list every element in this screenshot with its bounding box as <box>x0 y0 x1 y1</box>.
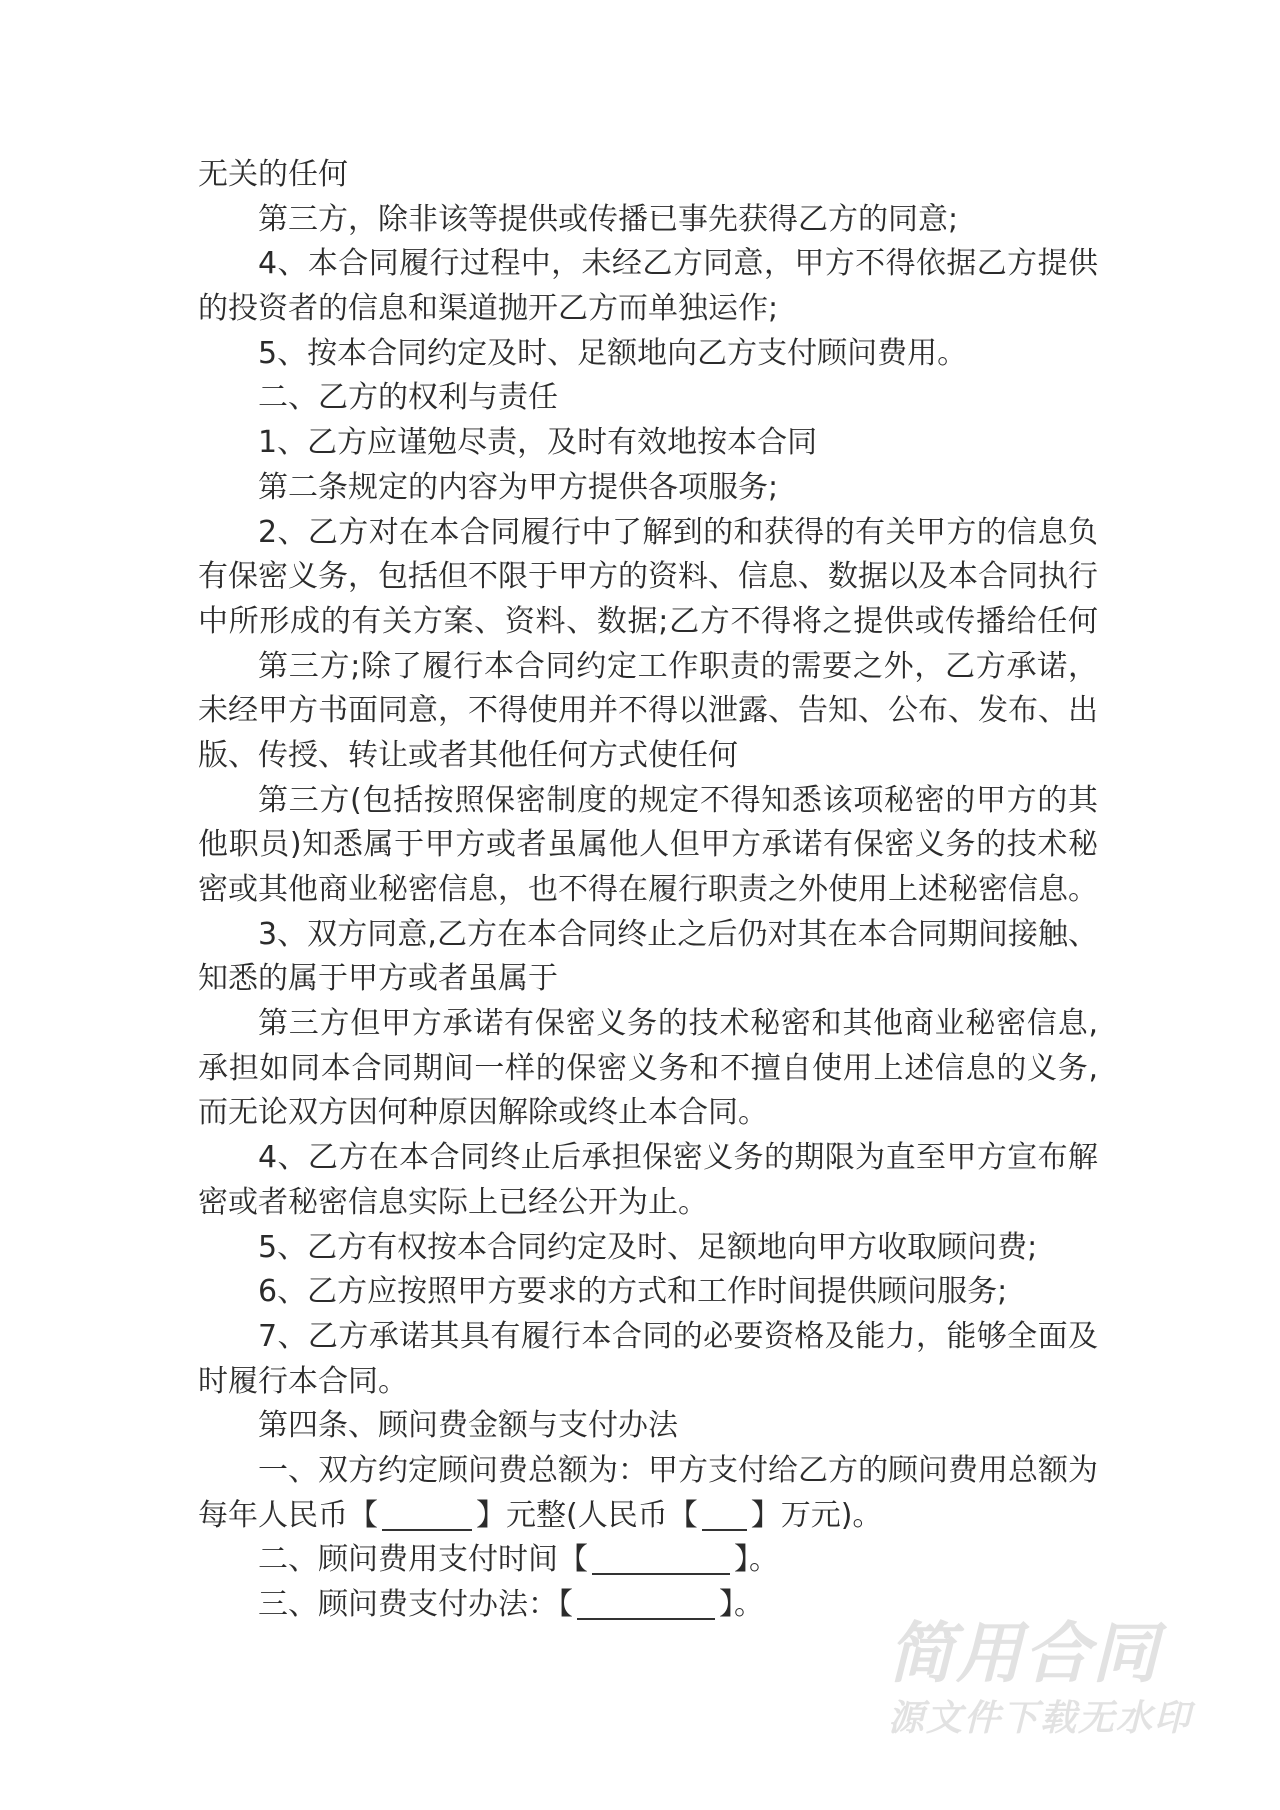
line-text: 无关的任何 <box>198 157 348 192</box>
text-line <box>198 376 1098 421</box>
line-text: 1、乙方应谨勉尽责，及时有效地按本合同 <box>258 425 818 461</box>
text-line <box>198 1226 1098 1271</box>
line-text: 2、乙方对在本合同履行中了解到的和获得的有关甲方的信息负 <box>258 514 1098 550</box>
text-line <box>198 1181 1098 1226</box>
text-line <box>198 1494 1098 1539</box>
line-text: 密或其他商业秘密信息，也不得在履行职责之外使用上述秘密信息。 <box>198 872 1098 907</box>
text-line <box>198 957 1098 1002</box>
text-line <box>198 332 1098 377</box>
line-text: 而无论双方因何种原因解除或终止本合同。 <box>198 1095 768 1131</box>
text-line <box>198 645 1098 690</box>
line-text: 5、乙方有权按本合同约定及时、足额地向甲方收取顾问费; <box>258 1229 1038 1265</box>
line-text: 中所形成的有关方案、资料、数据;乙方不得将之提供或传播给任何 <box>198 603 1098 639</box>
line-text: 承担如同本合同期间一样的保密义务和不擅自使用上述信息的义务, <box>198 1050 1098 1086</box>
watermark-title: 简用合同 <box>888 1615 1160 1692</box>
line-text: 6、乙方应按照甲方要求的方式和工作时间提供顾问服务; <box>258 1274 1008 1310</box>
line-text: 他职员)知悉属于甲方或者虽属他人但甲方承诺有保密义务的技术秘 <box>198 827 1098 863</box>
line-text: 三、顾问费支付办法：【 <box>258 1587 573 1622</box>
line-text: 第二条规定的内容为甲方提供各项服务; <box>258 469 779 505</box>
line-text: 知悉的属于甲方或者虽属于 <box>198 961 558 997</box>
text-line <box>198 153 1098 198</box>
text-line <box>198 555 1098 600</box>
line-text: 二、乙方的权利与责任 <box>258 380 558 416</box>
line-text: 】。 <box>734 1542 779 1578</box>
text-line <box>198 600 1098 645</box>
text-line <box>198 1047 1098 1092</box>
line-text: 】元整(人民币【 <box>476 1497 698 1533</box>
line-text: 5、按本合同约定及时、足额地向乙方支付顾问费用。 <box>258 335 968 371</box>
text-line <box>198 1360 1098 1405</box>
text-line <box>198 421 1098 466</box>
text-line <box>198 466 1098 511</box>
line-text: 第三方;除了履行本合同约定工作职责的需要之外，乙方承诺， <box>258 648 1098 684</box>
line-text: 】。 <box>719 1587 764 1622</box>
text-line <box>198 913 1098 958</box>
line-text: 二、顾问费用支付时间【 <box>258 1542 588 1578</box>
text-line <box>198 1136 1098 1181</box>
text-line <box>198 1270 1098 1315</box>
line-text: 时履行本合同。 <box>198 1363 408 1399</box>
text-line <box>198 198 1098 243</box>
fill-in-blank <box>592 1543 730 1575</box>
text-line <box>198 868 1098 913</box>
line-text: 第三方，除非该等提供或传播已事先获得乙方的同意; <box>258 201 959 237</box>
line-text: 每年人民币【 <box>198 1497 378 1533</box>
line-text: 的投资者的信息和渠道抛开乙方而单独运作; <box>198 291 779 327</box>
watermark-subtitle: 源文件下载无水印 <box>888 1698 1193 1739</box>
text-line <box>198 1315 1098 1360</box>
text-line <box>198 242 1098 287</box>
document-body <box>198 153 1098 1628</box>
line-text: 第三方(包括按照保密制度的规定不得知悉该项秘密的甲方的其 <box>258 782 1098 818</box>
text-line <box>198 1538 1098 1583</box>
text-line <box>198 823 1098 868</box>
fill-in-blank <box>577 1588 715 1620</box>
line-text: 4、本合同履行过程中，未经乙方同意，甲方不得依据乙方提供 <box>258 246 1098 282</box>
line-text: 密或者秘密信息实际上已经公开为止。 <box>198 1184 708 1220</box>
text-line <box>198 511 1098 556</box>
text-line <box>198 689 1098 734</box>
line-text: 一、双方约定顾问费总额为：甲方支付给乙方的顾问费用总额为 <box>258 1452 1098 1488</box>
line-text: 有保密义务，包括但不限于甲方的资料、信息、数据以及本合同执行 <box>198 559 1098 595</box>
text-line <box>198 779 1098 824</box>
text-line <box>198 1002 1098 1047</box>
text-line <box>198 734 1098 779</box>
text-line <box>198 1449 1098 1494</box>
line-text: 3、双方同意,乙方在本合同终止之后仍对其在本合同期间接触、 <box>258 916 1098 952</box>
line-text: 7、乙方承诺其具有履行本合同的必要资格及能力，能够全面及 <box>258 1318 1098 1354</box>
line-text: 第四条、顾问费金额与支付办法 <box>258 1408 678 1444</box>
line-text: 4、乙方在本合同终止后承担保密义务的期限为直至甲方宣布解 <box>258 1140 1098 1176</box>
fill-in-blank <box>382 1499 472 1531</box>
text-line <box>198 1404 1098 1449</box>
line-text: 第三方但甲方承诺有保密义务的技术秘密和其他商业秘密信息, <box>258 1006 1098 1042</box>
line-text: 版、传授、转让或者其他任何方式使任何 <box>198 737 738 773</box>
text-line <box>198 287 1098 332</box>
line-text: 】万元)。 <box>750 1497 883 1533</box>
text-line <box>198 1091 1098 1136</box>
fill-in-blank <box>702 1499 747 1531</box>
line-text: 未经甲方书面同意，不得使用并不得以泄露、告知、公布、发布、出 <box>198 693 1098 729</box>
